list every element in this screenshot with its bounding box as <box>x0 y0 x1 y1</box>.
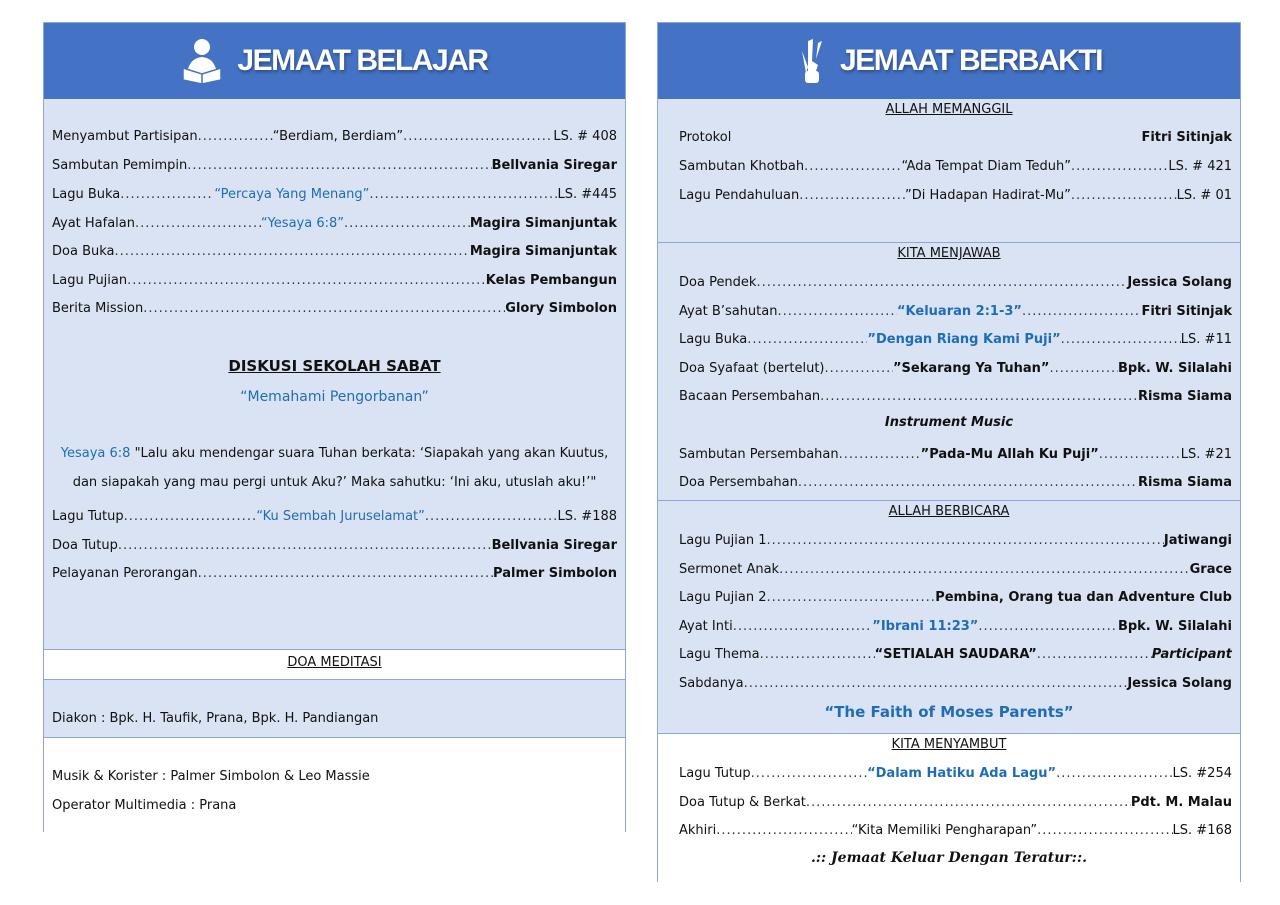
left-banner <box>44 23 625 99</box>
row-label: Lagu Tutup <box>679 765 751 781</box>
program-row-sambutan-pemimpin <box>52 155 617 175</box>
program-row-lagu-thema <box>679 644 1232 664</box>
row-label: Ayat B’sahutan <box>679 303 778 319</box>
row-value: Bellvania Siregar <box>491 157 617 173</box>
program-row-doa-buka <box>52 241 617 261</box>
program-row-berita-mission <box>52 298 617 318</box>
row-value: Bpk. W. Silalahi <box>1117 618 1232 634</box>
program-row-doa-tutup <box>52 535 617 555</box>
program-row-sermonet-anak <box>679 559 1232 579</box>
program-row-ayat-bsahutan <box>679 301 1232 321</box>
row-label: Lagu Pujian 1 <box>679 532 767 548</box>
section-allah-memanggil <box>658 99 1240 242</box>
program-row-lagu-tutup <box>52 506 617 526</box>
row-label: Bacaan Persembahan <box>679 388 821 404</box>
row-value: Pdt. M. Malau <box>1130 794 1232 810</box>
row-value: Glory Simbolon <box>505 300 617 316</box>
deacon-block <box>44 679 625 737</box>
row-label: Doa Pendek <box>679 274 757 290</box>
row-song: ”Sekarang Ya Tuhan” <box>893 360 1050 376</box>
row-value: Palmer Simbolon <box>493 565 617 581</box>
sermon-title: “The Faith of Moses Parents” <box>824 703 1074 721</box>
program-row-akhiri <box>679 820 1232 840</box>
section-title: ALLAH BERBICARA <box>888 504 1010 519</box>
row-song: “SETIALAH SAUDARA” <box>874 646 1037 662</box>
row-label: Doa Tutup <box>52 537 118 553</box>
row-label: Doa Persembahan <box>679 474 798 490</box>
program-row-doa-persembahan <box>679 472 1232 492</box>
row-label: Sabdanya <box>679 675 744 691</box>
row-song: “Percaya Yang Menang” <box>214 186 370 202</box>
praying-hands-icon <box>796 37 826 85</box>
row-song: “Berdiam, Berdiam” <box>272 128 404 144</box>
row-value: Fitri Sitinjak <box>1141 129 1232 145</box>
row-value: Risma Siama <box>1138 388 1232 404</box>
program-row-lagu-pujian <box>52 270 617 290</box>
row-value: LS. #168 <box>1172 822 1232 838</box>
program-row-sabdanya <box>679 673 1232 693</box>
program-row-lagu-buka <box>679 329 1232 349</box>
row-value: Participant <box>1151 646 1232 662</box>
program-row-pelayanan-perorangan <box>52 563 617 583</box>
section-title: KITA MENJAWAB <box>897 246 1001 261</box>
verse-text: "Lalu aku mendengar suara Tuhan berkata: ‘Siapakah yang akan Kuutus, dan siapakah yang mau pergi untuk Aku?’ Maka sahutku: ‘Ini aku, utuslah aku!’" <box>72 446 609 490</box>
row-label: Akhiri <box>679 822 717 838</box>
program-row-lagu-pujian-1 <box>679 530 1232 550</box>
row-value: Jessica Solang <box>1127 274 1232 290</box>
row-value: Pembina, Orang tua dan Adventure Club <box>935 589 1232 605</box>
jemaat-belajar-panel <box>43 22 626 832</box>
program-row-lagu-pendahuluan <box>679 185 1232 205</box>
row-value: Jatiwangi <box>1163 532 1232 548</box>
program-row-protokol <box>679 127 1232 147</box>
row-label: Lagu Pujian <box>52 272 128 288</box>
row-song: ”Dengan Riang Kami Puji” <box>867 331 1061 347</box>
row-label: Ayat Inti <box>679 618 733 634</box>
row-value: LS. #21 <box>1180 446 1232 462</box>
row-value: LS. #445 <box>557 186 617 202</box>
row-value: Grace <box>1189 561 1232 577</box>
discussion-title: DISKUSI SEKOLAH SABAT <box>228 357 441 375</box>
program-row-lagu-tutup <box>679 763 1232 783</box>
row-label: Doa Syafaat (bertelut) <box>679 360 825 376</box>
program-row-lagu-buka <box>52 184 617 204</box>
right-banner-title: JEMAAT BERBAKTI <box>840 44 1102 77</box>
program-row-ayat-hafalan <box>52 213 617 233</box>
program-row-lagu-pujian-2 <box>679 587 1232 607</box>
row-label: Pelayanan Perorangan <box>52 565 198 581</box>
row-song: “Yesaya 6:8” <box>260 215 344 231</box>
row-value: LS. #11 <box>1180 331 1232 347</box>
row-value: Kelas Pembangun <box>485 272 617 288</box>
row-label: Lagu Pujian 2 <box>679 589 767 605</box>
section-title: KITA MENYAMBUT <box>891 737 1007 752</box>
row-value: Magira Simanjuntak <box>469 215 617 231</box>
row-value: LS. # 408 <box>553 128 617 144</box>
left-banner-title: JEMAAT BELAJAR <box>237 44 488 77</box>
row-label: Protokol <box>679 129 732 145</box>
row-label: Lagu Buka <box>679 331 748 347</box>
row-value: LS. #254 <box>1172 765 1232 781</box>
row-label: Berita Mission <box>52 300 144 316</box>
row-value: Fitri Sitinjak <box>1141 303 1232 319</box>
row-label: Sambutan Khotbah <box>679 158 805 174</box>
row-value: Jessica Solang <box>1127 675 1232 691</box>
row-value: LS. #188 <box>557 508 617 524</box>
section-kita-menyambut <box>658 733 1240 882</box>
row-song: “Dalam Hatiku Ada Lagu” <box>867 765 1057 781</box>
discussion-verse <box>54 439 615 497</box>
row-song: ”Pada-Mu Allah Ku Puji” <box>920 446 1099 462</box>
row-label: Lagu Tutup <box>52 508 124 524</box>
program-row-doa-tutup-berkat <box>679 792 1232 812</box>
row-song: “Keluaran 2:1-3” <box>897 303 1022 319</box>
meditation-header <box>44 649 625 679</box>
reading-person-icon <box>181 38 223 84</box>
row-label: Doa Buka <box>52 243 115 259</box>
row-value: Bpk. W. Silalahi <box>1117 360 1232 376</box>
operator-text: Operator Multimedia : Prana <box>52 798 237 813</box>
row-label: Lagu Buka <box>52 186 121 202</box>
row-label: Sermonet Anak <box>679 561 780 577</box>
section-kita-menjawab <box>658 242 1240 500</box>
row-value: Bellvania Siregar <box>491 537 617 553</box>
jemaat-berbakti-panel <box>657 22 1241 882</box>
verse-reference: Yesaya 6:8 <box>60 446 131 461</box>
instrument-music-heading: Instrument Music <box>884 415 1014 430</box>
row-label: Ayat Hafalan <box>52 215 136 231</box>
closing-footer: .:: Jemaat Keluar Dengan Teratur::. <box>810 850 1088 866</box>
program-row-menyambut-partisipan <box>52 126 617 146</box>
row-label: Sambutan Pemimpin <box>52 157 188 173</box>
meditation-title: DOA MEDITASI <box>287 655 382 670</box>
row-song: “Ku Sembah Juruselamat” <box>256 508 425 524</box>
row-label: Lagu Thema <box>679 646 760 662</box>
deacon-text: Diakon : Bpk. H. Taufik, Prana, Bpk. H. Pandiangan <box>52 711 379 726</box>
staff-block <box>44 737 625 832</box>
right-banner <box>658 23 1240 99</box>
section-title: ALLAH MEMANGGIL <box>885 102 1013 117</box>
program-row-sambutan-persembahan <box>679 444 1232 464</box>
section-allah-berbicara <box>658 500 1240 733</box>
program-row-bacaan-persembahan <box>679 386 1232 406</box>
program-row-ayat-inti <box>679 616 1232 636</box>
row-value: Magira Simanjuntak <box>469 243 617 259</box>
row-label: Lagu Pendahuluan <box>679 187 800 203</box>
row-value: Risma Siama <box>1138 474 1232 490</box>
music-text: Musik & Korister : Palmer Simbolon & Leo Massie <box>52 769 370 784</box>
program-row-sambutan-khotbah <box>679 156 1232 176</box>
row-label: Doa Tutup & Berkat <box>679 794 806 810</box>
program-row-doa-syafaat <box>679 358 1232 378</box>
learning-program-block <box>44 99 625 649</box>
row-label: Sambutan Persembahan <box>679 446 839 462</box>
program-row-doa-pendek <box>679 272 1232 292</box>
row-label: Menyambut Partisipan <box>52 128 198 144</box>
row-song: “Kita Memiliki Pengharapan” <box>851 822 1038 838</box>
row-value: LS. # 421 <box>1168 158 1232 174</box>
row-song: ”Di Hadapan Hadirat-Mu” <box>904 187 1071 203</box>
row-value: LS. # 01 <box>1176 187 1232 203</box>
row-song: “Ada Tempat Diam Teduh” <box>901 158 1071 174</box>
discussion-theme: “Memahami Pengorbanan” <box>240 389 429 405</box>
row-song: ”Ibrani 11:23” <box>872 618 979 634</box>
